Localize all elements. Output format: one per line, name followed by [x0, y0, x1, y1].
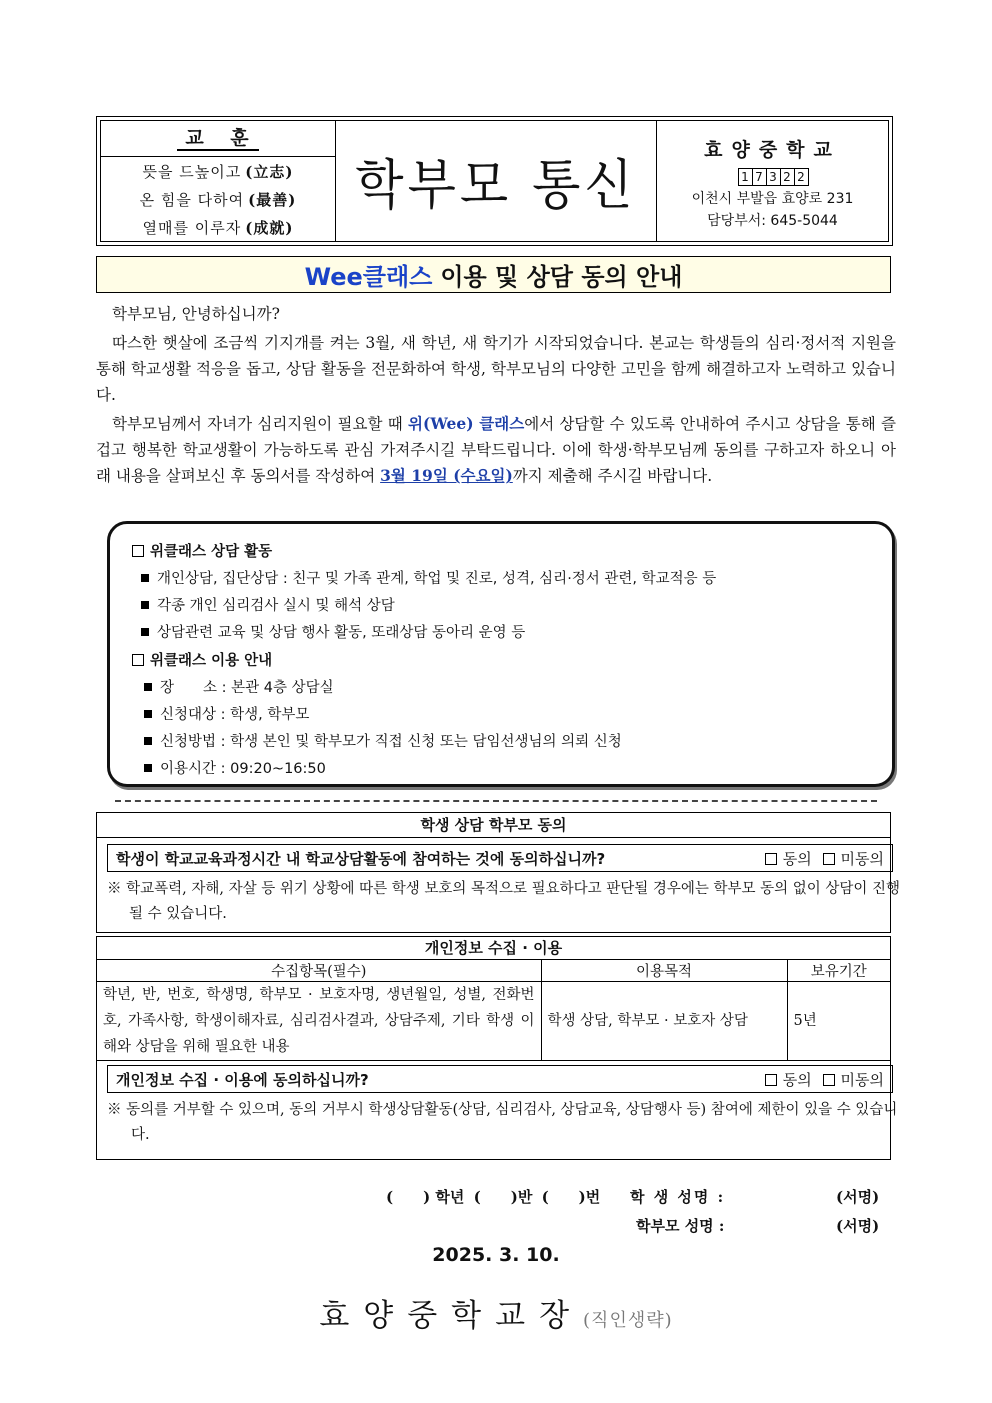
postcode-digit: 7 [752, 168, 767, 186]
collected-items-cell: 학년, 반, 번호, 학생명, 학부모 · 보호자명, 생년월일, 성별, 전화번호, 가족사항, 학생이해자료, 심리검사결과, 상담주제, 기타 학생 이해와 상담을 위해 필요한 내용 [97, 982, 541, 1061]
info-item [132, 729, 870, 756]
info-item [132, 593, 870, 620]
counseling-consent-section [96, 812, 901, 933]
info-item [132, 675, 870, 702]
class-field[interactable]: ( )반 [473, 1188, 533, 1206]
para2-text-a: 학부모님께서 자녀가 심리지원이 필요할 때 [112, 415, 409, 433]
parent-sign-mark[interactable]: (서명) [836, 1217, 880, 1235]
consent-choices [765, 848, 884, 869]
square-bullet-filled-icon [144, 764, 152, 772]
parent-name-label: 학부모 성명 : [636, 1217, 725, 1235]
privacy-question: 개인정보 수집 · 이용에 동의하십니까? [116, 1070, 369, 1089]
motto-title-text: 교 훈 [177, 127, 258, 151]
notice-title: 이용 및 상담 동의 안내 [440, 263, 683, 291]
info-section-2-heading [132, 647, 870, 675]
info-section-2-title: 위클래스 이용 안내 [150, 653, 273, 669]
info-item-text: 상담관련 교육 및 상담 행사 활동, 또래상담 동아리 운영 등 [157, 625, 526, 641]
consent-title: 학생 상담 학부모 동의 [97, 813, 890, 838]
square-bullet-filled-icon [141, 574, 149, 582]
wee-class-brand: Wee클래스 [304, 263, 433, 291]
info-section-1-title: 위클래스 상담 활동 [150, 544, 273, 560]
grade-class-number-fields [386, 1186, 600, 1207]
info-item-text: 신청대상 : 학생, 학부모 [160, 707, 310, 723]
header-inner-frame [100, 120, 889, 242]
square-bullet-filled-icon [144, 737, 152, 745]
motto-title [101, 121, 335, 157]
school-name: 효양중학교 [704, 139, 841, 161]
postcode-digit: 3 [766, 168, 781, 186]
info-item [132, 756, 870, 783]
disagree-label: 미동의 [840, 849, 884, 868]
school-motto [101, 121, 336, 241]
square-bullet-icon [132, 545, 144, 557]
privacy-title: 개인정보 수집 · 이용 [97, 937, 890, 960]
para2-text-c: 에서 상담할 수 있도록 안내하여 주시고 상담을 통해 즐겁고 행복한 학교생활이 가능하도록 관심 가져주시길 부탁드립니다. 이에 학생·학부모님께 동의를 구하고자 하오니 아래 내용을 살펴보신 후 동의서를 작성하여 [96, 415, 897, 485]
column-header-purpose: 이용목적 [541, 960, 787, 982]
newsletter-title: 학부모 통신 [355, 154, 637, 217]
square-bullet-filled-icon [141, 628, 149, 636]
retention-period-cell: 5년 [787, 982, 890, 1061]
motto-line-1 [101, 157, 335, 185]
privacy-question-box [107, 1065, 893, 1093]
school-info [657, 121, 888, 241]
issue-date: 2025. 3. 10. [432, 1244, 560, 1266]
disagree-checkbox[interactable] [823, 853, 835, 865]
grade-field[interactable]: ( ) 학년 [386, 1188, 465, 1206]
greeting: 학부모님, 안녕하십니까? [112, 305, 280, 323]
info-item [132, 620, 870, 647]
info-item-text: 각종 개인 심리검사 실시 및 해석 상담 [157, 598, 395, 614]
info-item-text: 장 소 : 본관 4층 상담실 [160, 680, 334, 696]
agree-label: 동의 [782, 849, 812, 868]
info-item-text: 신청방법 : 학생 본인 및 학부모가 직접 신청 또는 담임선생님의 의뢰 신청 [160, 734, 622, 750]
agree-label: 동의 [782, 1070, 812, 1089]
seal-omitted-note: (직인생략) [583, 1310, 673, 1331]
privacy-table-row [97, 982, 890, 1061]
newsletter-header [96, 116, 893, 246]
consent-question: 학생이 학교교육과정시간 내 학교상담활동에 참여하는 것에 동의하십니까? [116, 849, 606, 868]
number-field[interactable]: ( )번 [541, 1188, 601, 1206]
info-item-text: 이용시간 : 09:20~16:50 [160, 761, 326, 777]
agree-checkbox[interactable] [765, 1074, 777, 1086]
square-bullet-filled-icon [144, 683, 152, 691]
motto-line-1-text: 뜻을 드높이고 [142, 162, 242, 181]
privacy-table [97, 960, 890, 1061]
disagree-checkbox[interactable] [823, 1074, 835, 1086]
student-name-label: 학 생 성명 : [630, 1188, 726, 1206]
motto-line-1-hanja: (立志) [245, 162, 294, 181]
square-bullet-icon [132, 654, 144, 666]
privacy-choices [765, 1069, 884, 1090]
purpose-cell: 학생 상담, 학부모 · 보호자 상담 [541, 982, 787, 1061]
student-sign-mark[interactable]: (서명) [836, 1188, 880, 1206]
principal-title: 효양중학교장 [319, 1298, 584, 1334]
postcode-digit: 1 [738, 168, 753, 186]
postcode-digit: 2 [794, 168, 809, 186]
body-paragraph-2 [96, 411, 896, 489]
square-bullet-filled-icon [144, 710, 152, 718]
para2-text-e: 까지 제출해 주시길 바랍니다. [512, 467, 713, 485]
notice-title-bar [96, 256, 891, 293]
motto-line-2-text: 온 힘을 다하여 [139, 190, 245, 209]
disagree-label: 미동의 [840, 1070, 884, 1089]
motto-line-3-hanja: (成就) [245, 218, 294, 237]
column-header-items: 수집항목(필수) [97, 960, 541, 982]
school-address: 이천시 부발읍 효양로 231 [691, 191, 854, 207]
info-item [132, 566, 870, 593]
consent-note: ※ 학교폭력, 자해, 자살 등 위기 상황에 따른 학생 보호의 목적으로 필요하다고 판단될 경우에는 학부모 동의 없이 상담이 진행될 수 있습니다. [107, 881, 901, 922]
postcode-digit: 2 [780, 168, 795, 186]
newsletter-title-cell [336, 121, 657, 241]
info-section-1-heading [132, 538, 870, 566]
privacy-table-header-row [97, 960, 890, 982]
column-header-period: 보유기간 [787, 960, 890, 982]
postcode [738, 168, 808, 186]
consent-question-box [107, 844, 893, 872]
motto-line-3-text: 열매를 이루자 [142, 218, 242, 237]
cut-line-divider [115, 800, 877, 802]
school-department: 담당부서: 645-5044 [707, 213, 838, 229]
info-item [132, 702, 870, 729]
body-paragraph-1: 따스한 햇살에 조금씩 기지개를 켜는 3월, 새 학년, 새 학기가 시작되었습니다. 본교는 학생들의 심리·정서적 지원을 통해 학교생활 적응을 돕고, 상담 활동을 전문화하여 학생, 학부모님의 다양한 고민을 함께 해결하고자 노력하고 있습니다. [96, 334, 896, 404]
info-item-text: 개인상담, 집단상담 : 친구 및 가족 관계, 학업 및 진로, 성격, 심리·정서 관련, 학교적응 등 [157, 571, 717, 587]
privacy-note: ※ 동의를 거부할 수 있으며, 동의 거부시 학생상담활동(상담, 심리검사, 상담교육, 상담행사 등) 참여에 제한이 있을 수 있습니다. [107, 1102, 898, 1143]
wee-class-info-box [107, 521, 895, 787]
square-bullet-filled-icon [141, 601, 149, 609]
deadline-date: 3월 19일 (수요일) [380, 466, 513, 485]
motto-line-2-hanja: (最善) [248, 190, 297, 209]
motto-line-3 [101, 213, 335, 241]
agree-checkbox[interactable] [765, 853, 777, 865]
motto-line-2 [101, 185, 335, 213]
principal-signature [0, 1290, 992, 1335]
privacy-consent-section [96, 936, 898, 1160]
wee-class-link: 위(Wee) 클래스 [408, 414, 525, 433]
